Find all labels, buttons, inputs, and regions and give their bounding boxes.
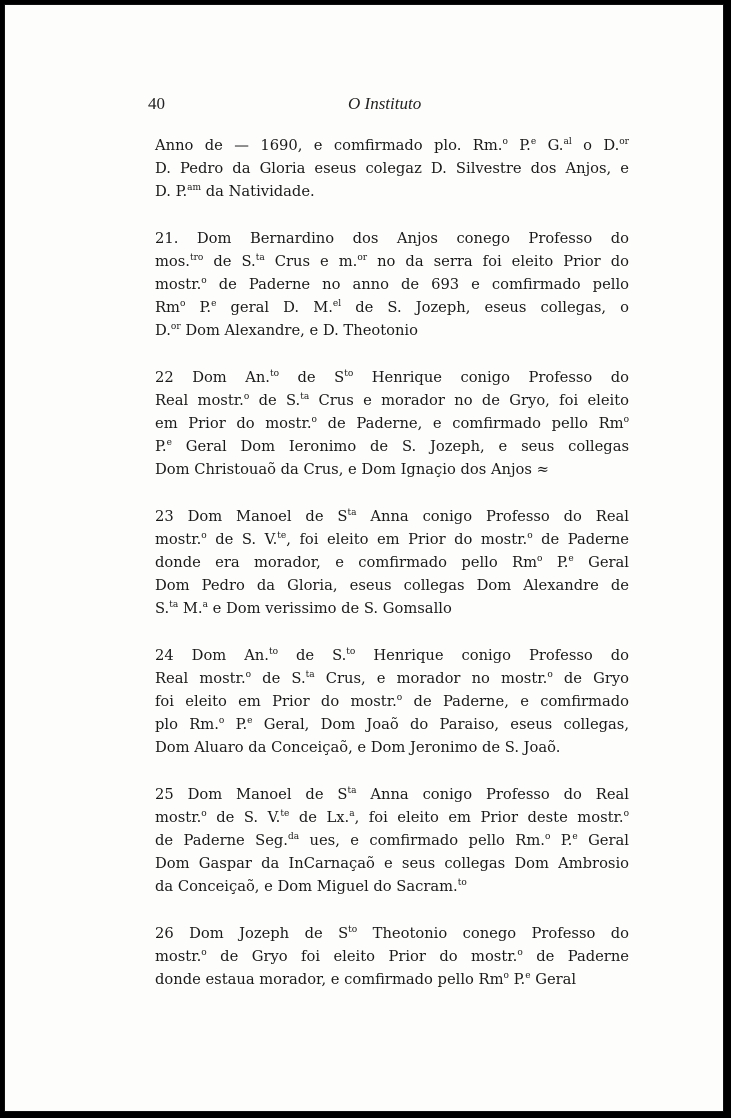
superscript: o xyxy=(201,947,207,958)
superscript: o xyxy=(502,137,508,147)
text-line xyxy=(155,736,629,759)
text-run: P. xyxy=(155,438,167,456)
text-run: mostr. xyxy=(155,808,202,826)
superscript: ta xyxy=(347,507,357,518)
superscript: ta xyxy=(300,391,310,402)
text-run: de Paderne, e comfirmado pello Rm xyxy=(316,415,624,433)
text-line xyxy=(155,157,629,180)
text-run: P. xyxy=(508,971,526,989)
text-run: de S. xyxy=(249,391,301,409)
text-run: de Paderne no anno de 693 e comfirmado pello xyxy=(206,276,629,294)
superscript: e xyxy=(211,299,217,310)
text-run: mostr. xyxy=(155,947,202,965)
text-run: Crus e morador no de Gryo, foi eleito xyxy=(309,391,629,409)
text-run: donde estaua morador, e comfirmado pello Rm xyxy=(155,971,504,989)
text-run: P. xyxy=(542,554,569,572)
text-run: de S. V. xyxy=(206,808,281,826)
superscript: o xyxy=(245,669,252,680)
superscript: o xyxy=(503,971,509,982)
superscript: e xyxy=(530,137,537,147)
text-run: de S. xyxy=(278,646,347,664)
superscript: ta xyxy=(305,669,315,680)
text-run: Geral, Dom Joaõ do Paraiso, eseus collegas, xyxy=(252,716,629,734)
page-sheet xyxy=(4,4,724,1112)
text-line xyxy=(155,968,629,991)
text-line xyxy=(155,852,629,875)
text-run: Henrique conigo Professo do xyxy=(355,646,630,664)
superscript: el xyxy=(332,299,342,310)
text-run: Rm xyxy=(155,299,180,317)
page-header xyxy=(148,94,628,116)
text-run: o D. xyxy=(571,137,620,154)
superscript: o xyxy=(527,530,533,541)
text-run: Henrique conigo Professo do xyxy=(353,368,629,386)
text-run: de Paderne xyxy=(532,530,629,548)
text-line xyxy=(155,435,629,458)
text-line xyxy=(155,528,629,551)
text-run: de S xyxy=(279,368,345,386)
text-run: 26 Dom Jozeph de S xyxy=(155,924,349,942)
paragraph xyxy=(155,227,629,343)
paragraph xyxy=(155,644,629,760)
text-line xyxy=(155,505,629,528)
superscript: o xyxy=(201,276,207,287)
paragraph xyxy=(155,783,629,899)
text-line xyxy=(155,250,629,273)
text-run: donde era morador, e comfirmado pello Rm xyxy=(155,554,538,572)
superscript: o xyxy=(180,299,186,310)
text-line xyxy=(155,296,629,319)
text-run: P. xyxy=(550,832,573,850)
superscript: or xyxy=(357,252,368,263)
superscript: o xyxy=(547,669,553,680)
paragraph xyxy=(155,134,629,204)
text-run: de S. xyxy=(203,252,256,270)
text-run: mostr. xyxy=(155,276,202,294)
superscript: e xyxy=(166,438,172,449)
text-run: 21. Dom Bernardino dos Anjos conego Professo do xyxy=(155,229,629,247)
text-run: geral D. M. xyxy=(216,299,333,317)
text-run: P. xyxy=(507,137,531,154)
text-run: M. xyxy=(178,600,203,618)
text-line xyxy=(155,366,629,389)
text-run: da Conceiçaõ, e Dom Miguel do Sacram. xyxy=(155,878,458,896)
text-line xyxy=(155,806,629,829)
text-run: em Prior do mostr. xyxy=(155,415,312,433)
paragraph xyxy=(155,366,629,482)
superscript: to xyxy=(346,646,356,657)
text-line xyxy=(155,134,629,157)
text-run: P. xyxy=(224,716,248,734)
text-run: de S. V. xyxy=(206,530,278,548)
superscript: or xyxy=(170,322,181,333)
text-run: G. xyxy=(536,137,564,154)
superscript: tro xyxy=(189,252,204,263)
text-run: Dom Pedro da Gloria, eseus collegas Dom Alexandre de xyxy=(155,577,629,595)
text-line xyxy=(155,412,629,435)
superscript: o xyxy=(623,415,629,426)
text-line xyxy=(155,319,629,342)
superscript: o xyxy=(537,554,543,565)
superscript: to xyxy=(269,368,280,379)
superscript: ta xyxy=(347,785,357,796)
text-run: ues, e comfirmado pello Rm. xyxy=(299,832,545,850)
text-run: Geral xyxy=(577,832,629,850)
superscript: e xyxy=(572,832,578,843)
superscript: e xyxy=(568,554,574,565)
text-line xyxy=(155,551,629,574)
text-run: S. xyxy=(155,600,170,618)
superscript: te xyxy=(277,530,287,541)
text-run: foi eleito em Prior do mostr. xyxy=(155,693,397,711)
text-line xyxy=(155,644,629,667)
text-line xyxy=(155,713,629,736)
superscript: e xyxy=(247,716,253,727)
superscript: o xyxy=(201,530,207,541)
text-run: de Gryo xyxy=(552,669,629,687)
text-run: mostr. xyxy=(155,530,202,548)
superscript: o xyxy=(218,716,225,727)
text-line xyxy=(155,945,629,968)
superscript: a xyxy=(349,808,355,819)
text-run: e Dom verissimo de S. Gomsallo xyxy=(207,600,452,618)
text-run: 22 Dom An. xyxy=(155,368,270,386)
superscript: am xyxy=(187,183,202,194)
page-number: 40 xyxy=(148,94,165,113)
paragraph xyxy=(155,505,629,621)
superscript: o xyxy=(544,832,551,843)
text-run: 24 Dom An. xyxy=(155,646,269,664)
text-run: de Lx. xyxy=(289,808,350,826)
text-line xyxy=(155,829,629,852)
text-run: , foi eleito em Prior deste mostr. xyxy=(354,808,624,826)
text-run: D. xyxy=(155,322,171,340)
text-run: de Gryo foi eleito Prior do mostr. xyxy=(206,947,518,965)
text-line xyxy=(155,597,629,620)
text-line xyxy=(155,227,629,250)
text-run: Anna conigo Professo do Real xyxy=(356,507,629,525)
text-line xyxy=(155,180,629,203)
text-line xyxy=(155,875,629,898)
text-run: Real mostr. xyxy=(155,391,244,409)
text-run: D. P. xyxy=(155,183,188,201)
superscript: ta xyxy=(255,252,265,263)
text-run: de S. xyxy=(251,669,306,687)
text-run: Geral Dom Ieronimo de S. Jozeph, e seus collegas xyxy=(171,438,629,456)
text-run: Dom Alexandre, e D. Theotonio xyxy=(180,322,418,340)
running-title: O Instituto xyxy=(348,94,422,113)
text-run: Geral xyxy=(573,554,629,572)
text-run: P. xyxy=(185,299,212,317)
text-run: da Natividade. xyxy=(201,183,315,201)
text-run: Dom Christouaõ da Crus, e Dom Ignaçio dos Anjos ≈ xyxy=(155,461,549,479)
text-run: Theotonio conego Professo do xyxy=(357,924,629,942)
superscript: o xyxy=(201,808,207,819)
text-line xyxy=(155,783,629,806)
text-line xyxy=(155,458,629,481)
superscript: or xyxy=(619,137,629,147)
text-run: Anno de — 1690, e comfirmado plo. Rm. xyxy=(155,137,503,154)
text-line xyxy=(155,690,629,713)
superscript: e xyxy=(525,971,531,982)
text-run: 25 Dom Manoel de S xyxy=(155,785,348,803)
text-run: D. Pedro da Gloria eseus colegaz D. Silvestre dos Anjos, e xyxy=(155,160,629,178)
superscript: o xyxy=(243,391,250,402)
paragraph xyxy=(155,922,629,992)
superscript: ta xyxy=(169,600,179,611)
superscript: o xyxy=(517,947,523,958)
text-run: de Paderne Seg. xyxy=(155,832,288,850)
text-run: de Paderne, e comfirmado xyxy=(402,693,629,711)
superscript: o xyxy=(396,693,403,704)
text-line xyxy=(155,574,629,597)
body-text xyxy=(155,134,629,1014)
text-run: Anna conigo Professo do Real xyxy=(356,785,629,803)
text-run: , foi eleito em Prior do mostr. xyxy=(286,530,528,548)
text-run: de Paderne xyxy=(522,947,629,965)
text-line xyxy=(155,922,629,945)
text-run: mos. xyxy=(155,252,190,270)
text-run: de S. Jozeph, eseus collegas, o xyxy=(341,299,629,317)
superscript: to xyxy=(457,878,467,889)
superscript: to xyxy=(268,646,278,657)
text-run: Real mostr. xyxy=(155,669,246,687)
superscript: o xyxy=(311,415,317,426)
superscript: a xyxy=(202,600,208,611)
superscript: o xyxy=(623,808,630,819)
superscript: to xyxy=(348,924,358,935)
text-run: Dom Gaspar da InCarnaçaõ e seus collegas Dom Ambrosio xyxy=(155,855,629,873)
text-line xyxy=(155,389,629,412)
text-run: Crus, e morador no mostr. xyxy=(314,669,548,687)
text-run: no da serra foi eleito Prior do xyxy=(367,252,629,270)
text-run: 23 Dom Manoel de S xyxy=(155,507,348,525)
text-run: plo Rm. xyxy=(155,716,219,734)
text-line xyxy=(155,667,629,690)
superscript: da xyxy=(287,832,300,843)
text-run: Crus e m. xyxy=(264,252,358,270)
superscript: al xyxy=(563,137,572,147)
superscript: te xyxy=(280,808,290,819)
text-run: Geral xyxy=(530,971,577,989)
text-line xyxy=(155,273,629,296)
text-run: Dom Aluaro da Conceiçaõ, e Dom Jeronimo de S. Joaõ. xyxy=(155,739,561,757)
superscript: to xyxy=(344,368,354,379)
